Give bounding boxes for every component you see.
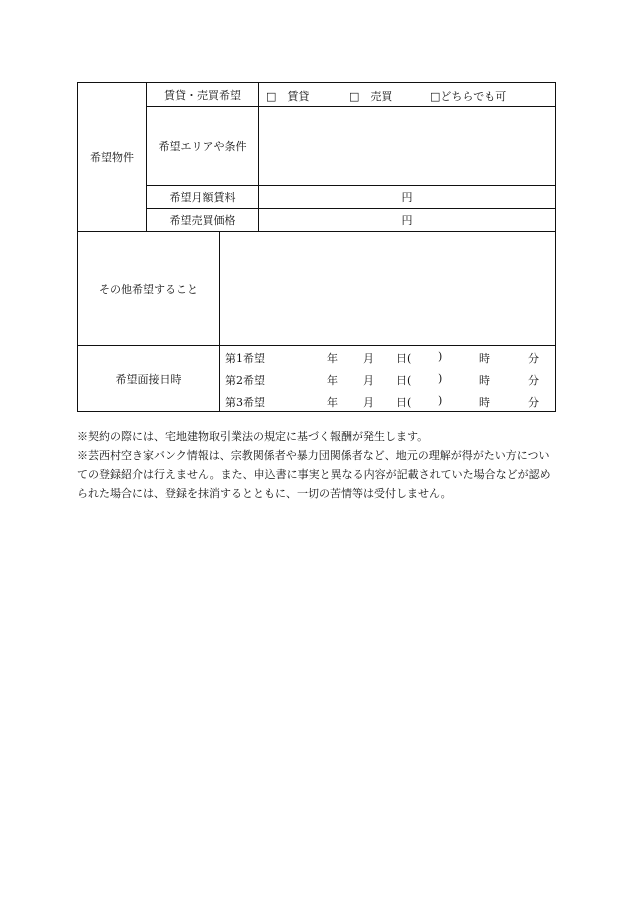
year-unit: 年 [327,352,338,365]
month-unit: 月 [363,396,374,409]
yen-unit: 円 [401,214,413,227]
minute-unit: 分 [528,374,539,387]
month-unit: 月 [363,352,374,365]
other-requests-label: その他希望すること [99,282,198,296]
minute-unit: 分 [528,352,539,365]
hour-unit: 時 [479,352,490,365]
application-form-table [77,82,556,412]
hour-unit: 時 [479,374,490,387]
choice-label: 第1希望 [225,352,265,365]
rent-option-checkbox[interactable]: □ 賃貸 [266,90,310,103]
weekday-close-paren: ) [438,372,443,385]
note-commission: ※契約の際には、宅地建物取引業法の規定に基づく報酬が発生します。 [77,430,429,443]
sale-price-field[interactable] [259,209,555,231]
day-unit: 日( [396,352,412,365]
property-section-label: 希望物件 [90,151,134,164]
day-unit: 日( [396,396,412,409]
weekday-close-paren: ) [438,394,443,407]
either-option-checkbox[interactable]: □どちらでも可 [430,90,507,103]
interview-datetime-label: 希望面接日時 [115,372,182,386]
month-unit: 月 [363,374,374,387]
area-conditions-label: 希望エリアや条件 [158,140,247,153]
other-requests-field[interactable] [220,232,555,345]
hour-unit: 時 [479,396,490,409]
choice-label: 第2希望 [225,374,265,387]
monthly-rent-label: 希望月額賃料 [169,191,236,204]
note-registration-policy: ※芸西村空き家バンク情報は、宗教関係者や暴力団関係者など、地元の理解が得がたい方についての登録紹介は行えません。また、申込書に事実と異なる内容が記載されていた場合などが認められた場合には、登録を抹消するとともに、一切の苦情等は受付しません。 [77,449,551,500]
minute-unit: 分 [528,396,539,409]
sale-price-label: 希望売買価格 [169,214,236,227]
monthly-rent-field[interactable] [259,186,555,208]
area-conditions-field[interactable] [259,107,555,185]
weekday-close-paren: ) [438,350,443,363]
yen-unit: 円 [401,191,413,204]
year-unit: 年 [327,374,338,387]
notes-section [77,427,559,503]
day-unit: 日( [396,374,412,387]
year-unit: 年 [327,396,338,409]
rent-sale-label: 賃貸・売買希望 [164,88,241,102]
sale-option-checkbox[interactable]: □ 売買 [349,90,393,103]
choice-label: 第3希望 [225,396,265,409]
